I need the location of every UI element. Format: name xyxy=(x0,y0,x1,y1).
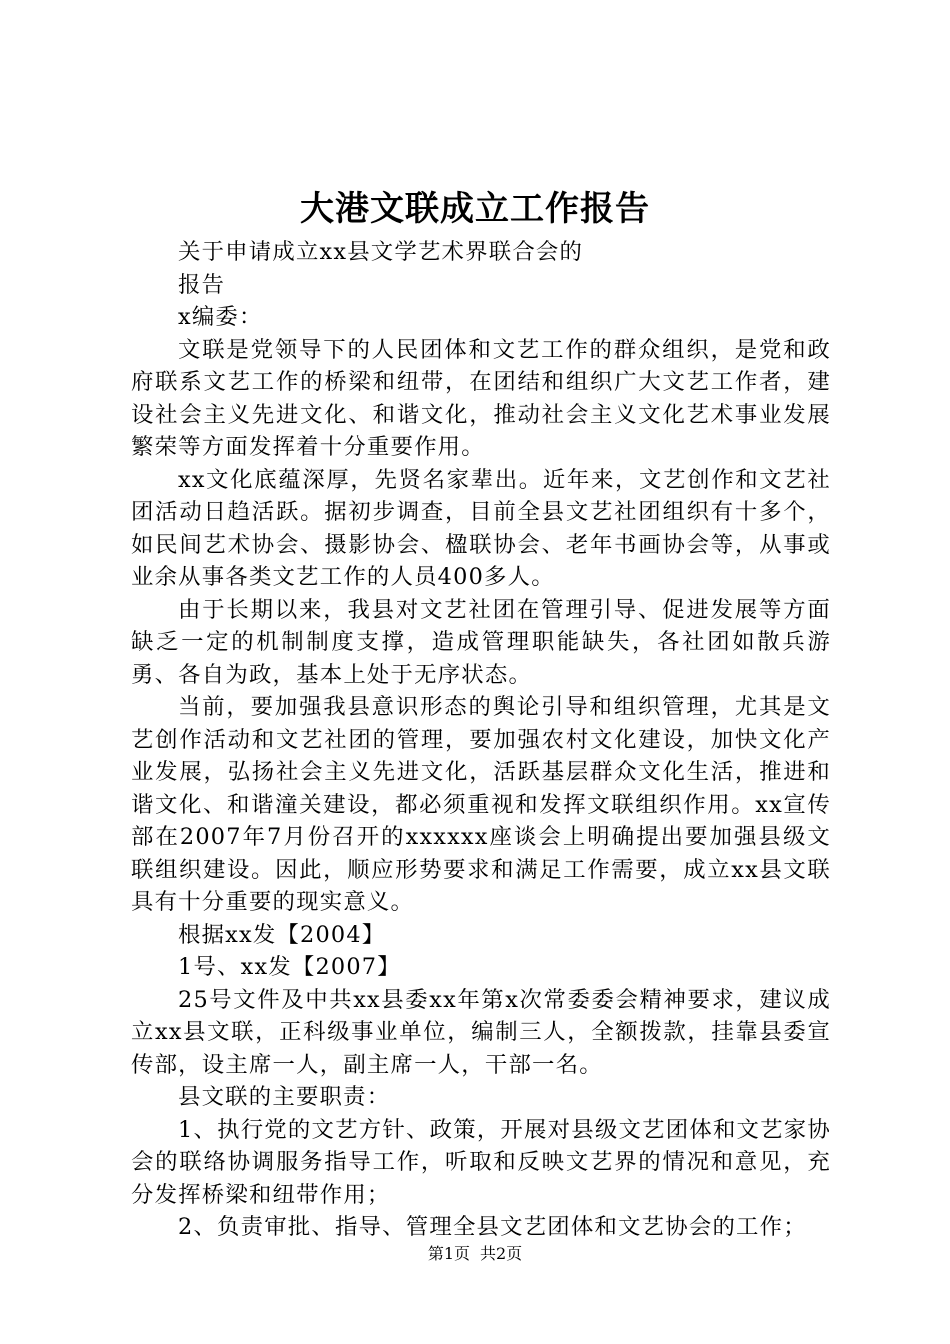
document-body xyxy=(131,236,831,1244)
document-title: 大港文联成立工作报告 xyxy=(300,189,650,229)
page-total: 共2页 xyxy=(480,1244,523,1263)
paragraph-reference: 1号、xx发【2007】 xyxy=(178,954,401,980)
paragraph-body: xx文化底蕴深厚，先贤名家辈出。近年来，文艺创作和文艺社团活动日趋活跃。据初步调查，目前全县文艺社团组织有十多个，如民间艺术协会、摄影协会、楹联协会、老年书画协会等，从事或业余从事各类文艺工作的人员400多人。 xyxy=(131,466,831,590)
paragraph-reference: 根据xx发【2004】 xyxy=(178,921,386,948)
paragraph-body: 当前，要加强我县意识形态的舆论引导和组织管理，尤其是文艺创作活动和文艺社团的管理，要加强农村文化建设，加快文化产业发展，弘扬社会主义先进文化，活跃基层群众文化生活，推进和谐文化、和谐潼关建设，都必须重视和发挥文联组织作用。xx宣传部在2007年7月份召开的xxxxxx座谈会上明确提出要加强县级文联组织建设。因此，顺应形势要求和满足工作需要，成立xx县文联具有十分重要的现实意义。 xyxy=(131,694,831,915)
paragraph-list-item: 2、负责审批、指导、管理全县文艺团体和文艺协会的工作； xyxy=(178,1214,807,1240)
paragraph-subject-line1: 关于申请成立xx县文学艺术界联合会的 xyxy=(178,239,584,265)
paragraph-list-item: 1、执行党的文艺方针、政策，开展对县级文艺团体和文艺家协会的联络协调服务指导工作，听取和反映文艺界的情况和意见，充分发挥桥梁和纽带作用； xyxy=(131,1116,831,1208)
paragraph-heading: 县文联的主要职责： xyxy=(178,1084,391,1110)
paragraph-body: 由于长期以来，我县对文艺社团在管理引导、促进发展等方面缺乏一定的机制制度支撑，造成管理职能缺失，各社团如散兵游勇、各自为政，基本上处于无序状态。 xyxy=(131,596,831,688)
page-footer xyxy=(0,1242,950,1266)
paragraph-addressee: x编委： xyxy=(178,304,263,330)
paragraph-subject-line2: 报告 xyxy=(178,271,226,298)
page-number: 第1页 xyxy=(427,1244,470,1263)
paragraph-body: 25号文件及中共xx县委xx年第x次常委委会精神要求，建议成立xx县文联，正科级事业单位，编制三人，全额拨款，挂靠县委宣传部，设主席一人，副主席一人，干部一名。 xyxy=(131,986,831,1078)
paragraph-body: 文联是党领导下的人民团体和文艺工作的群众组织，是党和政府联系文艺工作的桥梁和纽带，在团结和组织广大文艺工作者，建设社会主义先进文化、和谐文化，推动社会主义文化艺术事业发展繁荣等方面发挥着十分重要作用。 xyxy=(131,336,831,460)
